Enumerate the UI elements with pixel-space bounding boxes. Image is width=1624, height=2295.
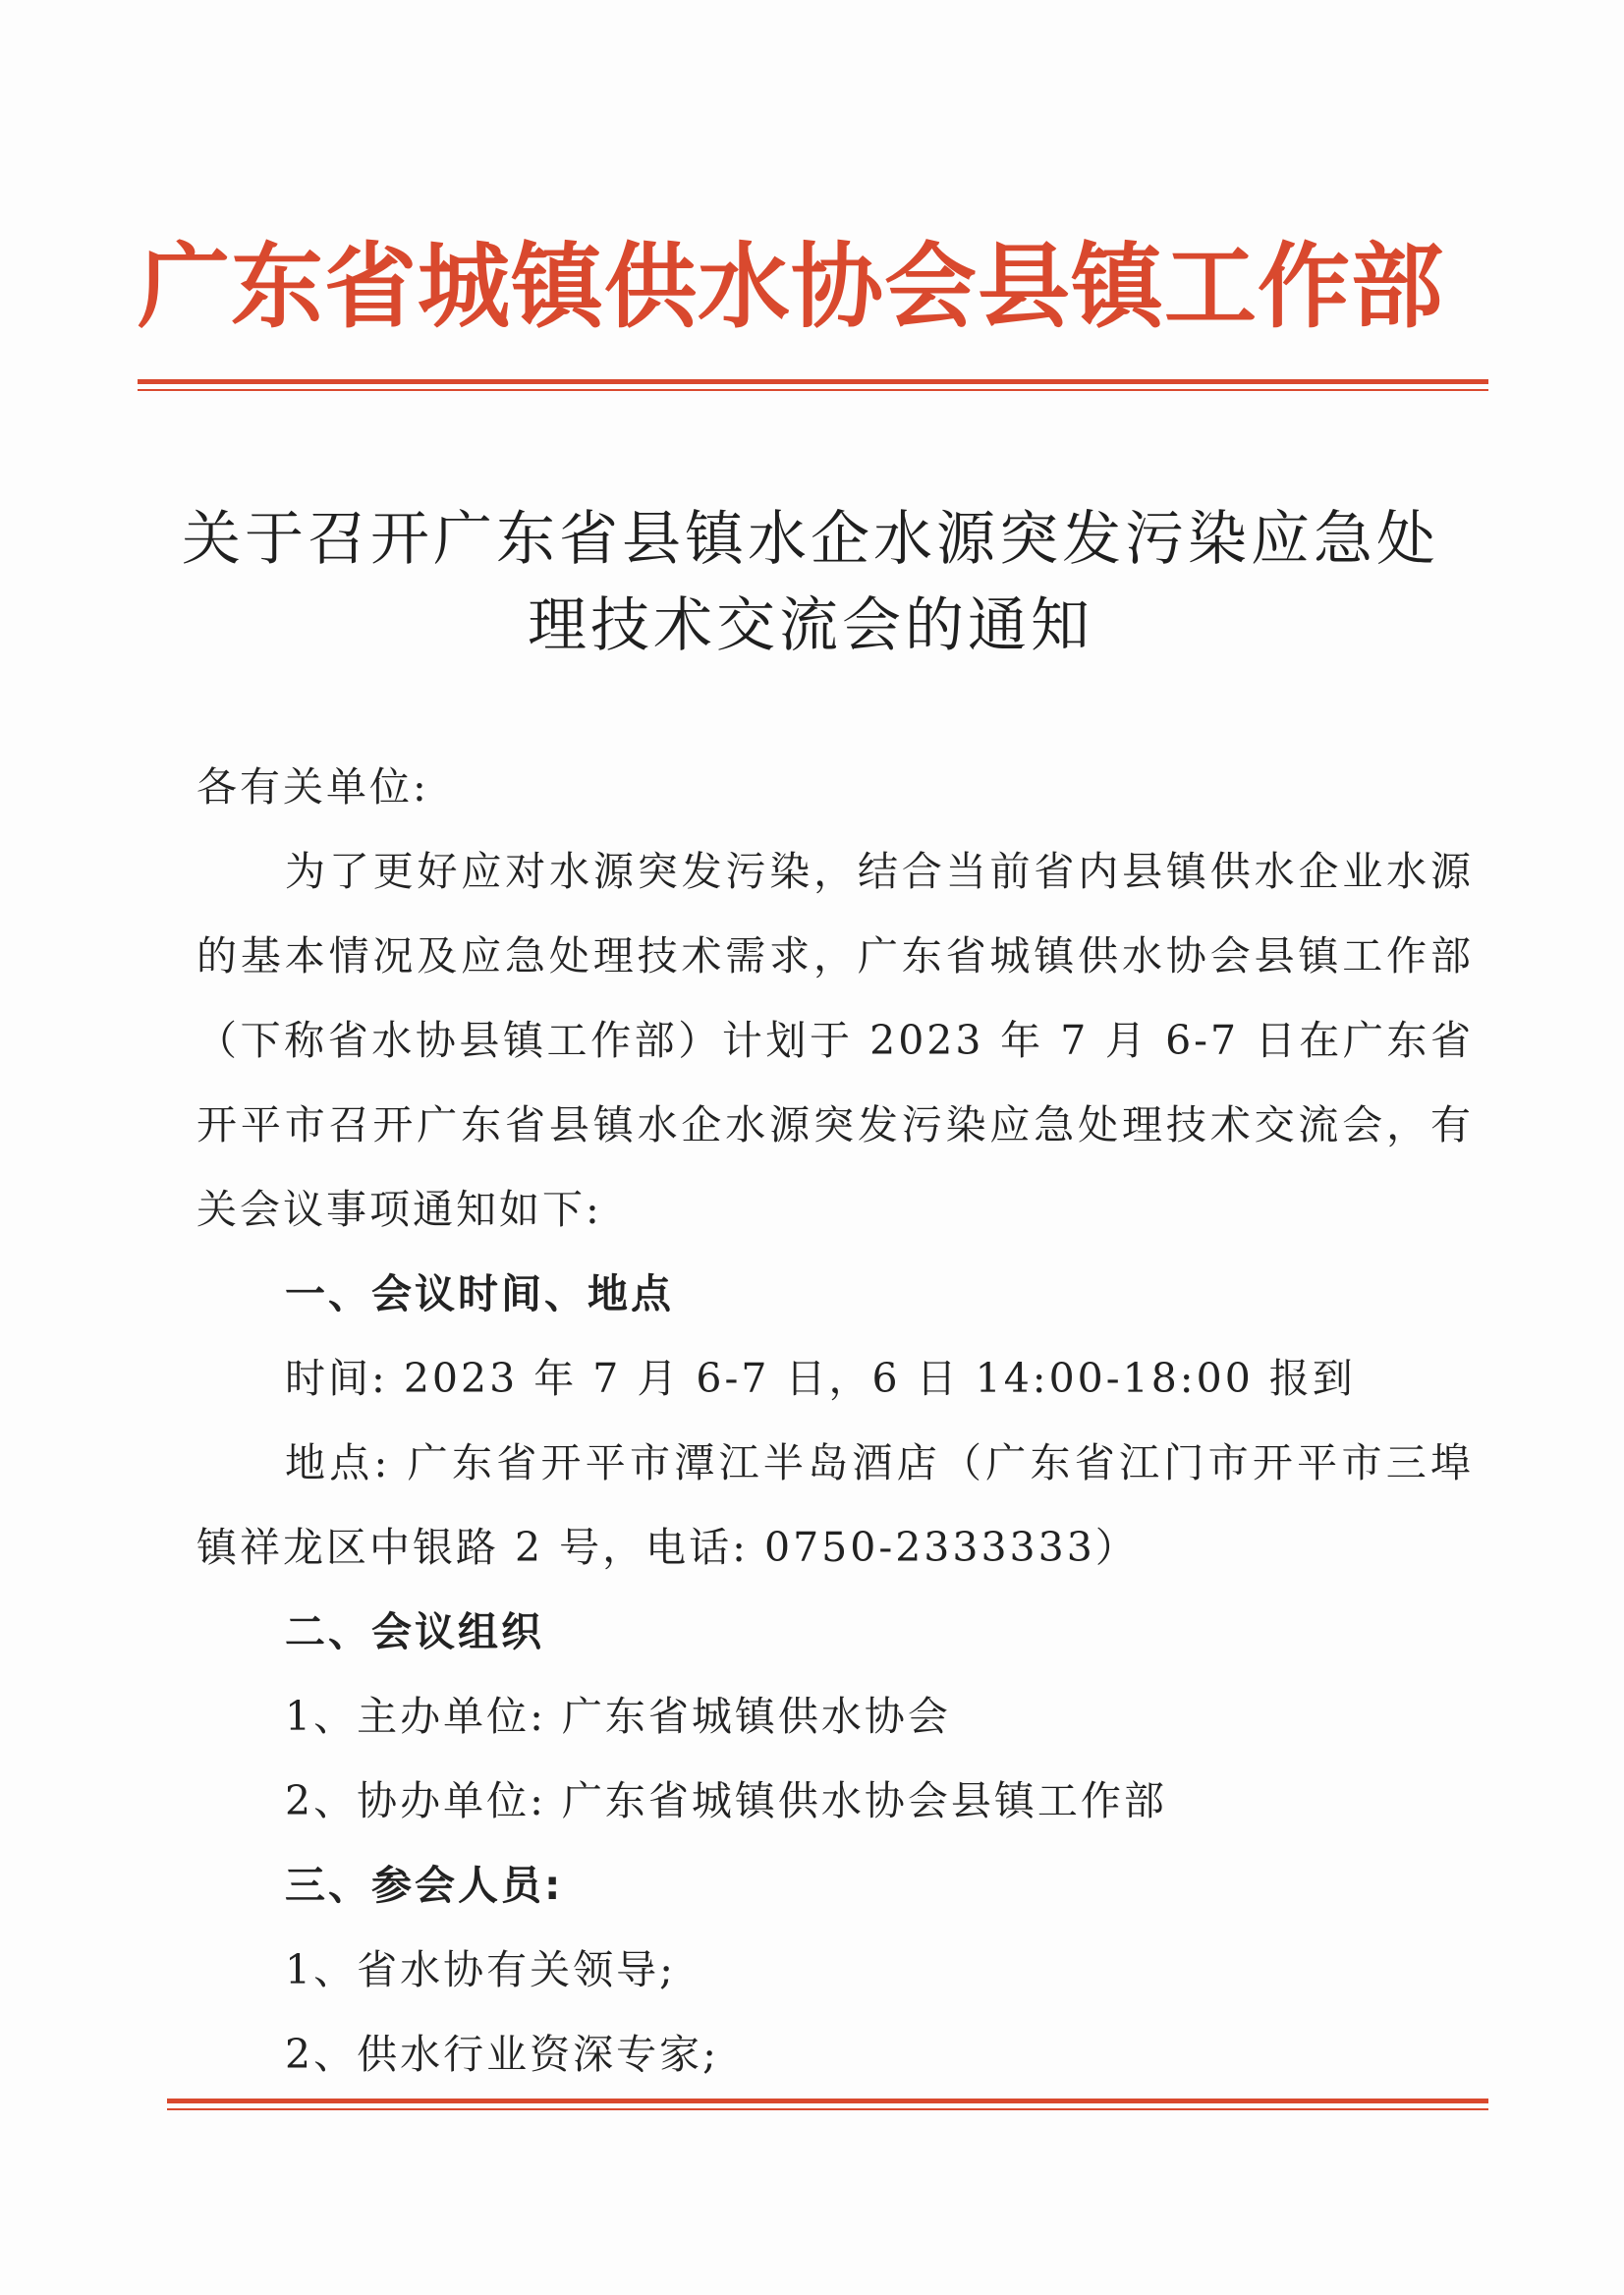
document-body [196, 745, 1474, 2097]
organizer-co-host: 2、协办单位: 广东省城镇供水协会县镇工作部 [285, 1777, 1167, 1824]
section-heading-organization: 二、会议组织 [285, 1608, 544, 1655]
attendee-item-experts: 2、供水行业资深专家; [285, 2031, 719, 2078]
meeting-location: 地点: 广东省开平市潭江半岛酒店（广东省江门市开平市三埠镇祥龙区中银路 2 号，电话: 0750-2333333） [196, 1439, 1474, 1571]
organizer-host: 1、主办单位: 广东省城镇供水协会 [285, 1693, 951, 1740]
salutation: 各有关单位: [196, 763, 429, 811]
divider-thin-line [138, 389, 1488, 391]
letterhead-divider-top [138, 379, 1488, 391]
document-title-line-2: 理技术交流会的通知 [528, 591, 1093, 660]
attendee-item-leaders: 1、省水协有关领导; [285, 1946, 676, 1993]
footer-divider [167, 2099, 1488, 2110]
document-title-line-1: 关于召开广东省县镇水企水源突发污染应急处 [182, 505, 1439, 574]
intro-paragraph: 为了更好应对水源突发污染，结合当前省内县镇供水企业水源的基本情况及应急处理技术需求，广东省城镇供水协会县镇工作部（下称省水协县镇工作部）计划于 2023 年 7 月 6-7 日在广东省开平市召开广东省县镇水企水源突发污染应急处理技术交流会，有关会议事项通知如下: [196, 848, 1474, 1233]
document-title [157, 496, 1464, 669]
organization-letterhead: 广东省城镇供水协会县镇工作部 [138, 234, 1445, 341]
section-heading-time-location: 一、会议时间、地点 [285, 1270, 674, 1317]
meeting-time: 时间: 2023 年 7 月 6-7 日，6 日 14:00-18:00 报到 [285, 1355, 1356, 1402]
section-heading-attendees: 三、参会人员: [285, 1862, 564, 1909]
footer-thin-line [167, 2108, 1488, 2110]
divider-thick-line [138, 379, 1488, 384]
footer-thick-line [167, 2099, 1488, 2103]
